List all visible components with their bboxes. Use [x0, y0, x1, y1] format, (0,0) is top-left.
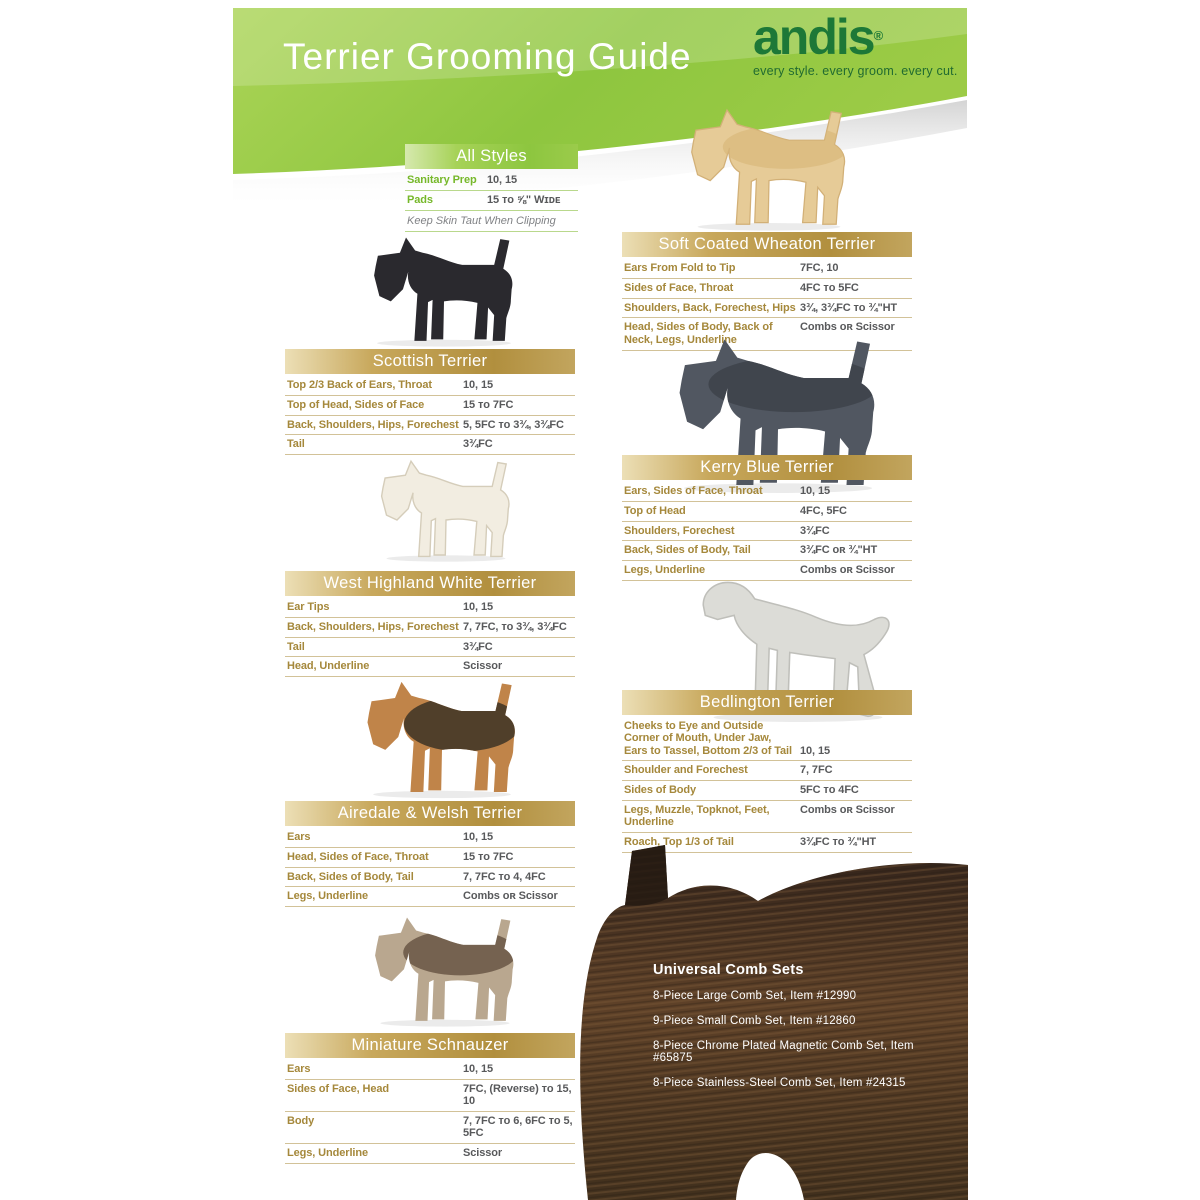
table-header: Scottish Terrier: [285, 349, 575, 374]
table-row: Head, Sides of Body, Back of Neck, Legs, Underline Combs ᴏʀ Scissor: [622, 318, 912, 350]
logo-tagline: every style. every groom. every cut.: [753, 64, 958, 78]
table-row: Legs, Muzzle, Topknot, Feet, Underline Combs ᴏʀ Scissor: [622, 801, 912, 833]
table-row: Top of Head 4FC, 5FC: [622, 502, 912, 522]
table-row: Head, Underline Scissor: [285, 657, 575, 677]
table-row: Tail 3¾FC: [285, 638, 575, 658]
logo-wordmark: andis: [753, 9, 874, 65]
west-highland-white-terrier-photo: [376, 457, 516, 562]
registered-mark: ®: [873, 28, 884, 43]
comb-set-item: 8-Piece Stainless-Steel Comb Set, Item #24315: [653, 1077, 906, 1089]
table-header: Kerry Blue Terrier: [622, 455, 912, 480]
table-row: Sanitary Prep 10, 15: [405, 171, 578, 191]
table-row: Body 7, 7FC ᴛᴏ 6, 6FC ᴛᴏ 5, 5FC: [285, 1112, 575, 1144]
comb-set-item: 9-Piece Small Comb Set, Item #12860: [653, 1015, 856, 1027]
miniature-schnauzer-photo: [369, 913, 521, 1027]
grooming-guide-poster: [233, 0, 967, 1200]
breed-table-kerry-blue-terrier: [622, 455, 912, 581]
table-header: Miniature Schnauzer: [285, 1033, 575, 1058]
comb-sets-title: Universal Comb Sets: [653, 962, 804, 978]
table-row: Back, Shoulders, Hips, Forechest 7, 7FC, ᴛᴏ 3¾, 3¾FC: [285, 618, 575, 638]
table-row: Shoulders, Forechest 3¾FC: [622, 522, 912, 542]
table-row: Ear Tips 10, 15: [285, 598, 575, 618]
table-row: Legs, Underline Combs ᴏʀ Scissor: [285, 887, 575, 907]
table-row: Pads 15 ᴛᴏ ⅝" Wɪᴅᴇ: [405, 191, 578, 211]
breed-table-miniature-schnauzer: [285, 1033, 575, 1164]
table-header: All Styles: [405, 144, 578, 169]
table-row: Ears 10, 15: [285, 1060, 575, 1080]
scottish-terrier-photo: [368, 233, 520, 347]
table-row: Top 2/3 Back of Ears, Throat 10, 15: [285, 376, 575, 396]
breed-table-airedale-welsh-terrier: [285, 801, 575, 907]
table-row: Sides of Face, Head 7FC, (Reverse) ᴛᴏ 15, 10: [285, 1080, 575, 1112]
table-row: Shoulders, Back, Forechest, Hips 3¾, 3¾FC ᴛᴏ ¾"HT: [622, 299, 912, 319]
table-row: Back, Sides of Body, Tail 3¾FC ᴏʀ ¾"HT: [622, 541, 912, 561]
table-row: Legs, Underline Scissor: [285, 1144, 575, 1164]
table-row: Shoulder and Forechest 7, 7FC: [622, 761, 912, 781]
table-header: West Highland White Terrier: [285, 571, 575, 596]
universal-comb-sets: [653, 962, 953, 1102]
table-row: Cheeks to Eye and Outside Corner of Mouth, Under Jaw, Ears to Tassel, Bottom 2/3 of Tail 10, 15: [622, 717, 912, 761]
table-row: Ears 10, 15: [285, 828, 575, 848]
table-row: Ears From Fold to Tip 7FC, 10: [622, 259, 912, 279]
all-styles-table: [405, 144, 578, 232]
breed-table-scottish-terrier: [285, 349, 575, 455]
breed-table-west-highland-white-terrier: [285, 571, 575, 677]
page-title: Terrier Grooming Guide: [283, 36, 692, 77]
andis-logo: [753, 9, 958, 78]
soft-coated-wheaton-terrier-photo: [685, 105, 853, 231]
table-header: Bedlington Terrier: [622, 690, 912, 715]
table-row: Back, Shoulders, Hips, Forechest 5, 5FC ᴛᴏ 3¾, 3¾FC: [285, 416, 575, 436]
table-header: Airedale & Welsh Terrier: [285, 801, 575, 826]
comb-set-item: 8-Piece Large Comb Set, Item #12990: [653, 990, 857, 1002]
table-row: Sides of Face, Throat 4FC ᴛᴏ 5FC: [622, 279, 912, 299]
table-row: Head, Sides of Face, Throat 15 ᴛᴏ 7FC: [285, 848, 575, 868]
table-row: Sides of Body 5FC ᴛᴏ 4FC: [622, 781, 912, 801]
breed-table-bedlington-terrier: [622, 690, 912, 853]
table-row: Top of Head, Sides of Face 15 ᴛᴏ 7FC: [285, 396, 575, 416]
table-row: Tail 3¾FC: [285, 435, 575, 455]
clipping-note: Keep Skin Taut When Clipping: [405, 211, 578, 232]
airedale-terrier-photo: [361, 677, 523, 799]
table-row: Back, Sides of Body, Tail 7, 7FC ᴛᴏ 4, 4FC: [285, 868, 575, 888]
table-row: Legs, Underline Combs ᴏʀ Scissor: [622, 561, 912, 581]
table-row: Roach, Top 1/3 of Tail 3¾FC ᴛᴏ ¾"HT: [622, 833, 912, 853]
comb-set-item: 8-Piece Chrome Plated Magnetic Comb Set, Item #65875: [653, 1040, 914, 1064]
table-header: Soft Coated Wheaton Terrier: [622, 232, 912, 257]
table-row: Ears, Sides of Face, Throat 10, 15: [622, 482, 912, 502]
